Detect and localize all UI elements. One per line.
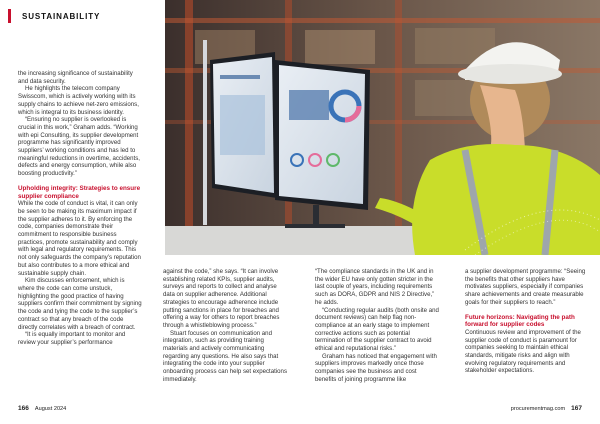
photo-illustration (165, 0, 600, 255)
issue-date: August 2024 (34, 406, 67, 412)
footer-right (511, 405, 582, 412)
paragraph: “The compliance standards in the UK and in the wider EU have only gotten stricter in the last couple of years, including requirements such as DORA, GDPR and NIS 2 Directive,” he adds. (315, 268, 435, 306)
column-3 (315, 268, 439, 384)
column-2 (163, 268, 287, 384)
paragraph: While the code of conduct is vital, it can only be seen to be making its maximum impact if the supplier adheres to it. By enforcing the code, companies demonstrate their commitment to responsible business practices, promote sustainability and comply with legal and regulatory requirements. This not only safeguards the company’s reputation but also contributes to a more ethical and sustainable supply chain. (18, 200, 141, 277)
paragraph: a supplier development programme: “Seeing the benefits that other suppliers have motivates suppliers, especially if companies share achievements and create measurable goals for their suppliers to reach.” (465, 268, 586, 306)
column-4 (465, 268, 589, 375)
paragraph: Continuous review and improvement of the supplier code of conduct is paramount for companies seeking to maintain ethical standards, mitigate risks and align with evolving regulatory requirements and stakeholder expectations. (465, 328, 581, 375)
paragraph: “It is equally important to monitor and review your supplier’s performance (18, 331, 126, 346)
section-label: SUSTAINABILITY (22, 12, 101, 21)
subheading: Upholding integrity: Strategies to ensure supplier compliance (18, 184, 141, 200)
paragraph: “Conducting regular audits (both onsite and document reviews) can help flag non-compliance at an early stage to implement corrective actions such as potential termination of the supplier contract to avoid ethical and reputational risks.” (315, 306, 439, 353)
warehouse-photo (165, 0, 600, 255)
footer-left (18, 405, 66, 412)
column-1 (18, 70, 142, 347)
paragraph: “Ensuring no supplier is overlooked is crucial in this work,” Graham adds. “Working with epi Consulting, its supplier development programme has significantly improved suppliers’ working conditions and has led to meaningful reductions in overtime, accidents, defects and energy consumption, while also boosting productivity.” (18, 116, 140, 178)
paragraph: the increasing significance of sustainability and data security. (18, 70, 133, 85)
paragraph: Graham has noticed that engagement with suppliers improves markedly once those companies see the business and cost benefits of joining programme like (315, 352, 437, 383)
paragraph: against the code,” she says. “It can involve establishing related KPIs, supplier audits, surveys and reports to collect and analyse data on supplier adherence. Additional strategies to encourage adherence include putting sanctions in place for breaches and offering a way for others to report breaches through a whistleblowing process.” (163, 268, 280, 329)
page-number-right: 167 (571, 405, 582, 412)
section-marker (8, 9, 11, 23)
paragraph: Stuart focuses on communication and integration, such as providing training materials and actively communicating regarding any questions. He also says that integrating the code into your supplier onboarding process can help set expectations immediately. (163, 329, 287, 383)
paragraph: Kim discusses enforcement, which is where the code can come unstuck, highlighting the good practice of having suppliers confirm their commitment by signing the code and tying the code to the supplier’s contract so that any breach of the code directly correlates with a breach of contract. (18, 277, 142, 331)
subheading: Future horizons: Navigating the path forward for supplier codes (465, 313, 575, 329)
page-number-left: 166 (18, 405, 29, 412)
site-url[interactable]: procurementmag.com (510, 406, 566, 412)
paragraph: He highlights the telecom company Swisscom, which is actively working with its supply chains to achieve net-zero emissions, which is integral to its business identity. (18, 85, 139, 116)
